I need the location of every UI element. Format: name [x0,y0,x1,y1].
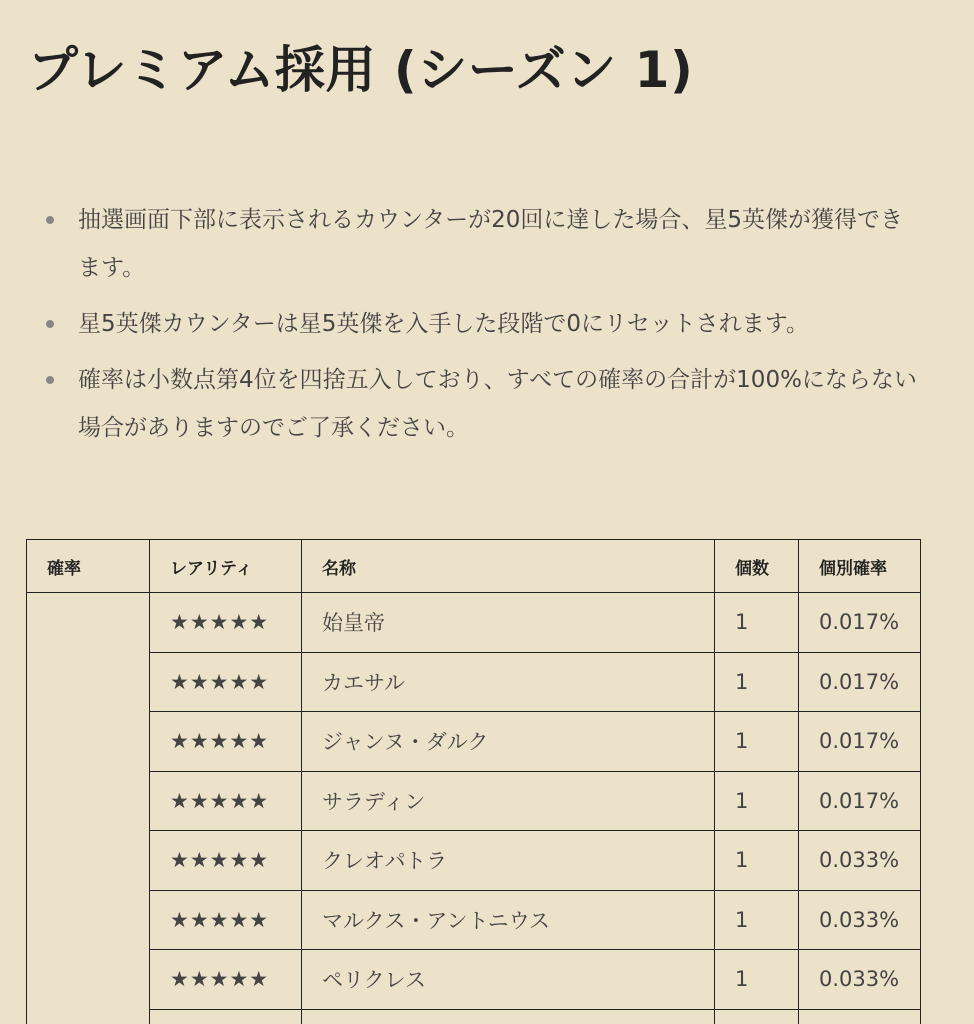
bullet-icon [46,216,54,224]
count-cell: 1 [715,712,799,772]
note-text: 星5英傑カウンターは星5英傑を入手した段階で0にリセットされます。 [78,311,809,337]
prob-cell: 0.017% [799,652,921,712]
rarity-cell: ★★★★★ [150,771,302,831]
note-item [40,196,920,292]
name-cell: ジャンヌ・ダルク [302,712,715,772]
rarity-cell [150,1009,302,1024]
table-row [27,890,921,950]
table-row [27,771,921,831]
prob-cell: 0.033% [799,831,921,891]
table-row [27,652,921,712]
count-cell: 1 [715,950,799,1010]
rarity-cell: ★★★★★ [150,712,302,772]
count-cell: 1 [715,652,799,712]
note-item [40,300,920,348]
table-row [27,950,921,1010]
prob-cell: 0.017% [799,771,921,831]
page-title: プレミアム採用 (シーズン 1) [28,41,694,99]
bullet-icon [46,376,54,384]
name-cell: マルクス・アントニウス [302,890,715,950]
name-cell [302,1009,715,1024]
note-text: 確率は小数点第4位を四捨五入しており、すべての確率の合計が100%にならない場合がありますのでご了承ください。 [78,367,917,441]
prob-cell: 0.017% [799,712,921,772]
name-cell: カエサル [302,652,715,712]
count-cell: 1 [715,890,799,950]
table-header-row [27,540,921,593]
header-name: 名称 [302,540,715,593]
prob-cell: 0.033% [799,950,921,1010]
rarity-cell: ★★★★★ [150,652,302,712]
rates-table [26,539,921,1024]
table-row [27,831,921,891]
table-row [27,593,921,653]
header-count: 個数 [715,540,799,593]
name-cell: ペリクレス [302,950,715,1010]
count-cell: 1 [715,831,799,891]
count-cell: 1 [715,593,799,653]
bullet-icon [46,320,54,328]
prob-cell: 0.033% [799,890,921,950]
name-cell: サラディン [302,771,715,831]
table-row [27,1009,921,1024]
rarity-cell: ★★★★★ [150,890,302,950]
note-text: 抽選画面下部に表示されるカウンターが20回に達した場合、星5英傑が獲得できます。 [78,207,903,281]
header-individual-rate: 個別確率 [799,540,921,593]
prob-cell [799,1009,921,1024]
rarity-cell: ★★★★★ [150,831,302,891]
note-item [40,356,920,452]
rarity-cell: ★★★★★ [150,593,302,653]
notes-list [40,196,920,460]
name-cell: クレオパトラ [302,831,715,891]
name-cell: 始皇帝 [302,593,715,653]
count-cell [715,1009,799,1024]
prob-cell: 0.017% [799,593,921,653]
rate-group-cell [27,593,150,1024]
header-rate: 確率 [27,540,150,593]
rarity-cell: ★★★★★ [150,950,302,1010]
count-cell: 1 [715,771,799,831]
header-rarity: レアリティ [150,540,302,593]
table-row [27,712,921,772]
